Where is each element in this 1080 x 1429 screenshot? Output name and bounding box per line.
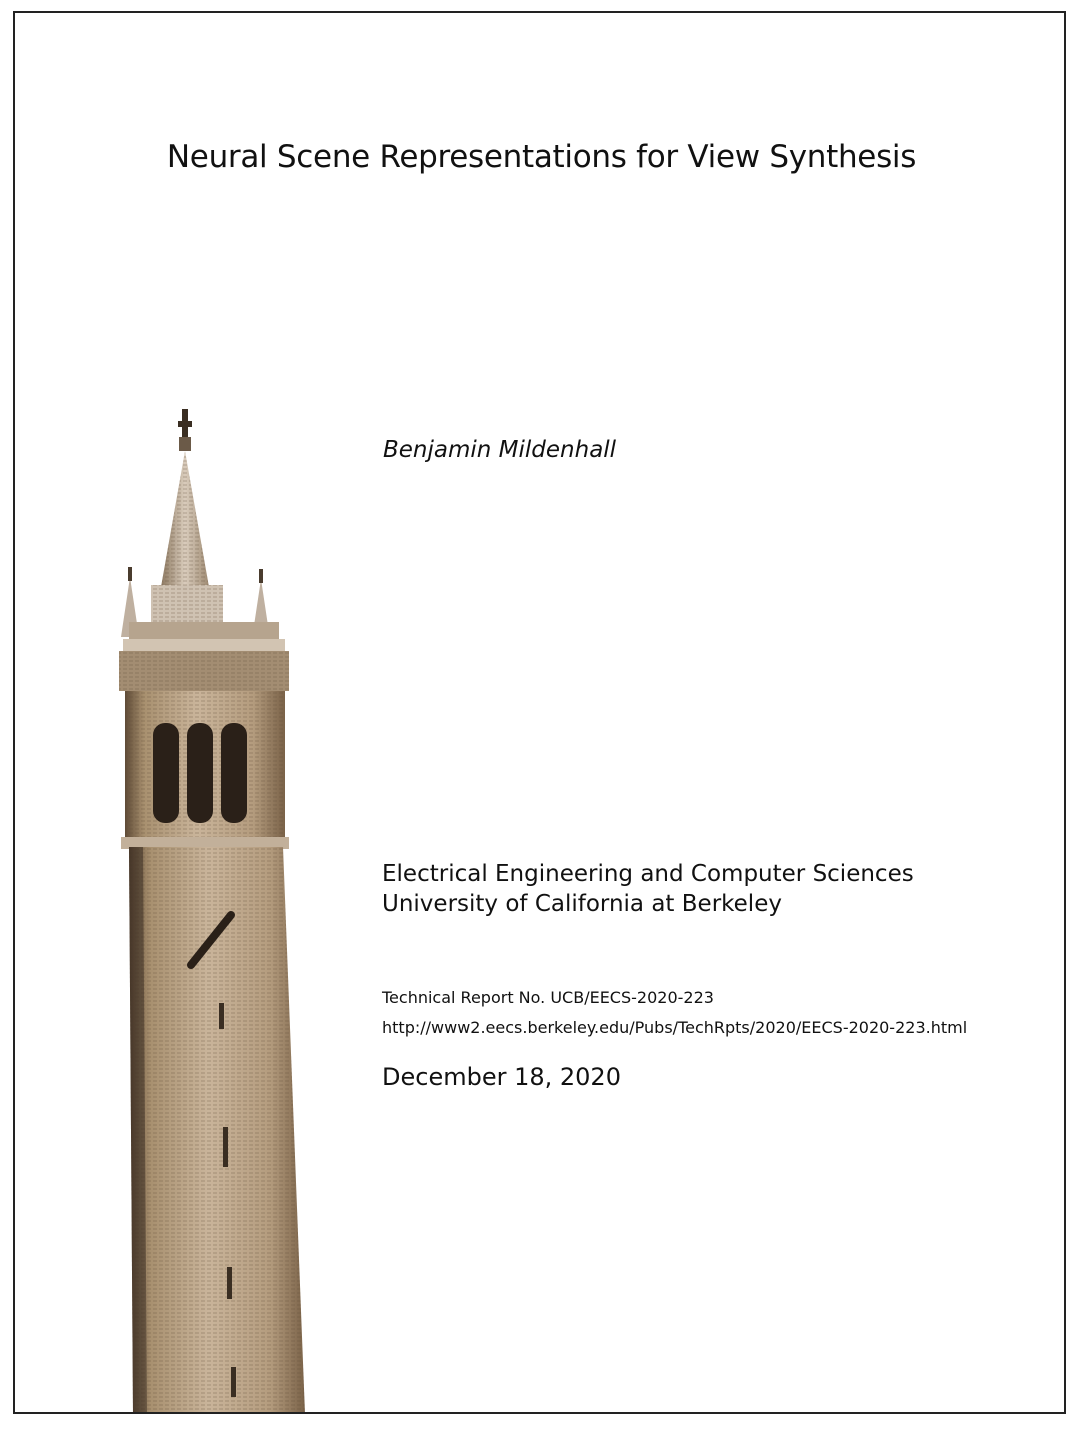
department-name: Electrical Engineering and Computer Sciences — [382, 861, 914, 887]
institution-block — [382, 859, 914, 919]
author-name: Benjamin Mildenhall — [383, 437, 617, 463]
page-title: Neural Scene Representations for View Synthesis — [166, 139, 917, 175]
campanile-tower-icon — [99, 407, 319, 1414]
university-name: University of California at Berkeley — [382, 891, 782, 917]
report-number: Technical Report No. UCB/EECS-2020-223 — [382, 988, 714, 1007]
report-cover-page — [13, 11, 1066, 1414]
report-info — [382, 983, 967, 1043]
report-url-link[interactable]: http://www2.eecs.berkeley.edu/Pubs/TechRpts/2020/EECS-2020-223.html — [382, 1018, 968, 1037]
report-date: December 18, 2020 — [382, 1063, 621, 1091]
